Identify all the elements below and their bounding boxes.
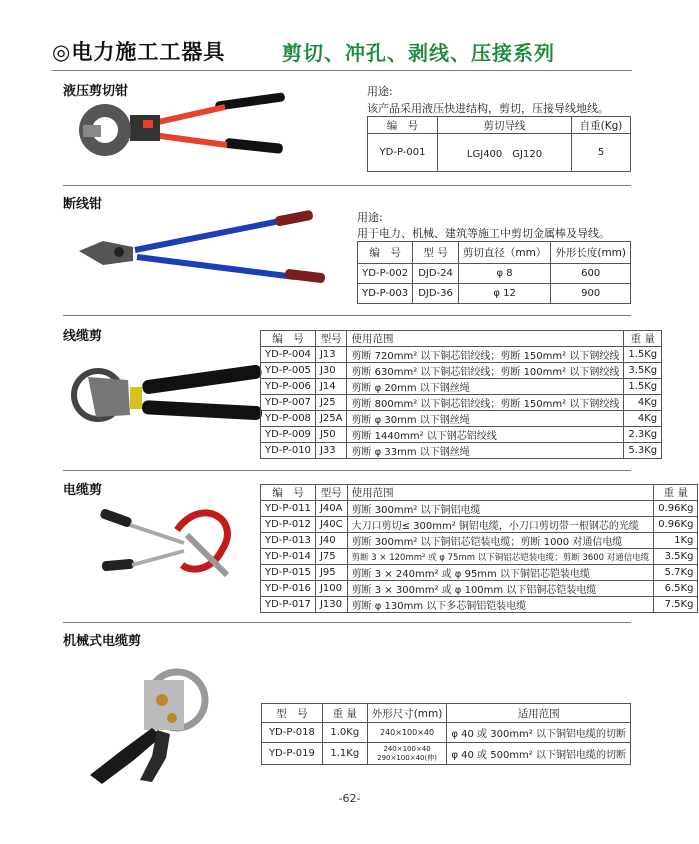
table-row	[368, 134, 631, 172]
table-header: 型号	[315, 485, 347, 501]
table-cell: 5.3Kg	[624, 443, 662, 459]
page-subtitle: 剪切、冲孔、剥线、压接系列	[282, 41, 555, 65]
usage-label-hydraulic: 用途:	[367, 85, 393, 98]
section-divider	[63, 315, 631, 316]
table-cell: 1.5Kg	[624, 379, 662, 395]
table-row	[261, 565, 698, 581]
table-cell: 6.5Kg	[654, 581, 698, 597]
table-header: 型 号	[413, 242, 459, 264]
page-number: -62-	[338, 792, 361, 805]
table-header: 适用范围	[447, 704, 631, 723]
table-cell: YD-P-004	[261, 347, 316, 363]
table-cell: YD-P-015	[261, 565, 316, 581]
section-title-mech: 机械式电缆剪	[63, 634, 142, 649]
table-cell: 4Kg	[624, 395, 662, 411]
header-divider	[52, 70, 632, 71]
table-cell: YD-P-003	[358, 284, 413, 304]
table-row	[261, 501, 698, 517]
table-cell: YD-P-019	[262, 743, 323, 765]
table-cell: YD-P-001	[368, 134, 438, 172]
table-header: 外形尺寸(mm)	[367, 704, 447, 723]
bolt-spec-table	[357, 241, 631, 304]
table-cell: YD-P-017	[261, 597, 316, 613]
table-cell: YD-P-007	[261, 395, 316, 411]
table-header: 型号	[315, 331, 347, 347]
page-title: ◎电力施工工器具	[52, 40, 226, 64]
table-row	[358, 264, 631, 284]
table-cell: 剪断 φ 130mm 以下多芯铜铝铠装电缆	[347, 597, 654, 613]
usage-label-bolt: 用途:	[357, 211, 383, 224]
ratchet-cable-cutter-image	[68, 355, 263, 440]
table-cell: YD-P-006	[261, 379, 316, 395]
table-header: 编 号	[261, 485, 316, 501]
table-header: 编 号	[368, 117, 438, 134]
table-header: 自重(Kg)	[572, 117, 631, 134]
table-cell: J100	[315, 581, 347, 597]
table-cell: LGJ400 GJ120	[438, 134, 572, 172]
table-cell: YD-P-012	[261, 517, 316, 533]
table-row	[261, 549, 698, 565]
table-cell: 剪断 720mm² 以下铜芯铝绞线；剪断 150mm² 以下钢绞线	[347, 347, 624, 363]
table-cell: 5	[572, 134, 631, 172]
table-row	[261, 347, 662, 363]
table-cell: 1.0Kg	[322, 723, 367, 743]
table-cell: YD-P-016	[261, 581, 316, 597]
table-cell: 240×100×40	[367, 723, 447, 743]
table-row	[261, 411, 662, 427]
table-row	[261, 443, 662, 459]
table-row	[261, 395, 662, 411]
table-cell: 剪断 300mm² 以下铜铝电缆	[347, 501, 654, 517]
table-cell: J30	[315, 363, 347, 379]
table-cell: YD-P-005	[261, 363, 316, 379]
table-cell: 900	[551, 284, 631, 304]
table-row	[261, 379, 662, 395]
table-cell: J14	[315, 379, 347, 395]
table-cell: J75	[315, 549, 347, 565]
table-header: 重 量	[654, 485, 698, 501]
table-cell: YD-P-009	[261, 427, 316, 443]
table-cell: 剪断 1440mm² 以下钢芯铝绞线	[347, 427, 624, 443]
table-row	[262, 723, 631, 743]
table-cell: 240×100×40 290×100×40(伸)	[367, 743, 447, 765]
table-cell: 1Kg	[654, 533, 698, 549]
table-cell: DJD-24	[413, 264, 459, 284]
table-cell: 剪断 300mm² 以下铜铝芯铠装电缆；剪断 1000 对通信电缆	[347, 533, 654, 549]
table-cell: 1.1Kg	[322, 743, 367, 765]
table-cell: 2.3Kg	[624, 427, 662, 443]
section-divider	[63, 185, 631, 186]
table-cell: 剪断 φ 30mm 以下钢丝绳	[347, 411, 624, 427]
table-cell: 剪断 φ 20mm 以下钢丝绳	[347, 379, 624, 395]
table-cell: 7.5Kg	[654, 597, 698, 613]
table-cell: 5.7Kg	[654, 565, 698, 581]
table-cell: 0.96Kg	[654, 501, 698, 517]
table-cell: φ 40 或 500mm² 以下铜铝电缆的切断	[447, 743, 631, 765]
table-cell: 3.5Kg	[654, 549, 698, 565]
section-title-hydraulic: 液压剪切钳	[63, 84, 129, 99]
section-divider	[63, 622, 631, 623]
table-cell: J40A	[315, 501, 347, 517]
table-row	[261, 363, 662, 379]
table-cell: 剪断 3 × 120mm² 或 φ 75mm 以下铜铝芯铠装电缆；剪断 3600 对通信电缆	[347, 549, 654, 565]
table-cell: 0.96Kg	[654, 517, 698, 533]
table-header: 编 号	[261, 331, 316, 347]
table-cell: 3.5Kg	[624, 363, 662, 379]
table-cell: J25	[315, 395, 347, 411]
table-row	[261, 517, 698, 533]
table-cell: YD-P-013	[261, 533, 316, 549]
table-cell: YD-P-002	[358, 264, 413, 284]
table-cell: J40	[315, 533, 347, 549]
table-header: 使用范围	[347, 331, 624, 347]
hydraulic-cutter-image	[75, 85, 290, 175]
table-cell: J33	[315, 443, 347, 459]
table-cell: 剪断 φ 33mm 以下钢丝绳	[347, 443, 624, 459]
table-cell: YD-P-014	[261, 549, 316, 565]
table-cell: 1.5Kg	[624, 347, 662, 363]
table-cell: 剪断 3 × 300mm² 或 φ 100mm 以下铝铜芯铠装电缆	[347, 581, 654, 597]
cable-table-body	[261, 501, 698, 613]
mech-cutter-table	[261, 703, 631, 765]
table-cell: J13	[315, 347, 347, 363]
mechanical-cable-cutter-image	[82, 660, 227, 785]
table-header: 型 号	[262, 704, 323, 723]
table-cell: J130	[315, 597, 347, 613]
table-cell: 600	[551, 264, 631, 284]
cable-cutter-image	[92, 495, 242, 595]
table-row	[262, 743, 631, 765]
table-header: 外形长度(mm)	[551, 242, 631, 264]
table-cell: YD-P-010	[261, 443, 316, 459]
table-header: 使用范围	[347, 485, 654, 501]
table-cell: J25A	[315, 411, 347, 427]
section-title-cable: 电缆剪	[63, 483, 103, 498]
wire-table-body	[261, 347, 662, 459]
table-cell: 剪断 630mm² 以下铜芯铝绞线；剪断 100mm² 以下钢绞线	[347, 363, 624, 379]
wire-cutter-table	[260, 330, 662, 459]
table-cell: 大刀口剪切≤ 300mm² 铜铝电缆，小刀口剪切带一根钢芯的光缆	[347, 517, 654, 533]
table-cell: 4Kg	[624, 411, 662, 427]
section-divider	[63, 470, 631, 471]
table-row	[261, 427, 662, 443]
usage-text-bolt: 用于电力、机械、建筑等施工中剪切金属棒及导线。	[357, 227, 610, 240]
table-cell: J95	[315, 565, 347, 581]
table-header: 剪切直径（mm）	[458, 242, 550, 264]
table-cell: J50	[315, 427, 347, 443]
table-cell: YD-P-008	[261, 411, 316, 427]
table-cell: φ 12	[458, 284, 550, 304]
table-cell: YD-P-018	[262, 723, 323, 743]
usage-text-hydraulic: 该产品采用液压快进结构，剪切，压接导线地线。	[367, 102, 609, 115]
table-cell: φ 8	[458, 264, 550, 284]
table-row	[358, 284, 631, 304]
table-cell: φ 40 或 300mm² 以下铜铝电缆的切断	[447, 723, 631, 743]
table-cell: 剪断 3 × 240mm² 或 φ 95mm 以下铜铝芯铠装电缆	[347, 565, 654, 581]
hydraulic-spec-table	[367, 116, 631, 172]
table-row	[261, 581, 698, 597]
table-cell: J40C	[315, 517, 347, 533]
table-cell: YD-P-011	[261, 501, 316, 517]
bolt-cutter-image	[75, 205, 330, 290]
table-header: 重 量	[624, 331, 662, 347]
table-header: 编 号	[358, 242, 413, 264]
table-row	[261, 533, 698, 549]
table-header: 剪切导线	[438, 117, 572, 134]
table-cell: 剪断 800mm² 以下铜芯铝绞线；剪断 150mm² 以下钢绞线	[347, 395, 624, 411]
table-row	[261, 597, 698, 613]
section-title-wire: 线缆剪	[63, 329, 103, 344]
table-cell: DJD-36	[413, 284, 459, 304]
table-header: 重 量	[322, 704, 367, 723]
section-title-bolt: 断线钳	[63, 197, 103, 212]
cable-cutter-table	[260, 484, 698, 613]
